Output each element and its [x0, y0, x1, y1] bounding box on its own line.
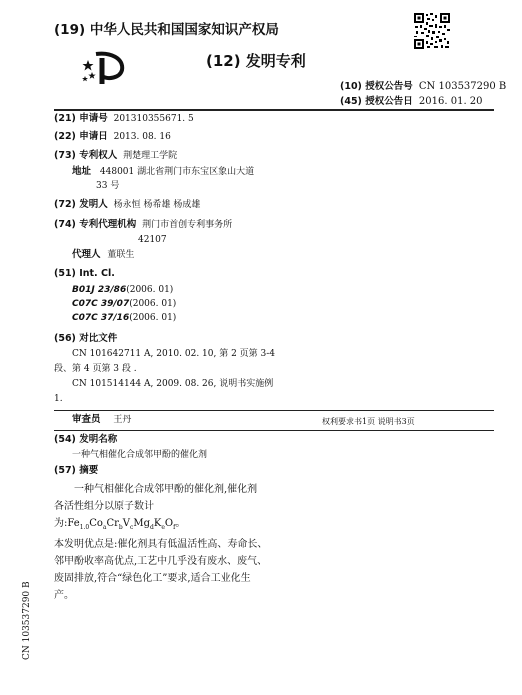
examiner-divider-bottom [54, 430, 494, 431]
abstract-line: 本发明优点是:催化剂具有低温活性高、寿命长、 [54, 539, 268, 550]
examiner-row [72, 414, 131, 426]
examiner: 王丹 [113, 415, 132, 425]
int-cl-item [72, 284, 173, 296]
citation-line: CN 101514144 A, 2009. 08. 26, 说明书实施例 [72, 379, 274, 389]
agent: 董联生 [107, 250, 135, 260]
pages-info: 权利要求书1页 说明书3页 [322, 417, 415, 426]
abstract-body [54, 481, 274, 604]
abstract-line: 产。 [54, 590, 74, 601]
int-cl-date: (2006. 01) [126, 285, 174, 295]
agent-row [72, 249, 134, 261]
document-type: (12) 发明专利 [206, 52, 306, 70]
int-cl-item [72, 312, 176, 324]
inventors-label: (72) 发明人 [54, 199, 108, 210]
patentee-label: (73) 专利权人 [54, 150, 118, 161]
inventors: 杨永恒 杨希雄 杨成雄 [113, 200, 201, 210]
int-cl-code: C07C 39/07 [72, 299, 130, 309]
title-label-row [54, 434, 117, 446]
cnipa-logo-icon [80, 50, 128, 86]
agent-label: 代理人 [72, 249, 101, 260]
abstract-line: 废固排放,符合“绿色化工”要求,适合工业化生 [54, 573, 251, 584]
citation-line: 1. [54, 394, 63, 404]
agency: 荆门市首创专利事务所 [142, 220, 233, 230]
int-cl-label-text: (51) Int. Cl. [54, 268, 115, 279]
abstract-line: 邻甲酚收率高优点,工艺中几乎没有废水、废气、 [54, 556, 268, 567]
address-line1: 448001 湖北省荆门市东宝区象山大道 [99, 167, 255, 177]
int-cl-date: (2006. 01) [129, 299, 177, 309]
agency-label: (74) 专利代理机构 [54, 219, 137, 230]
invention-title: 一种气相催化合成邻甲酚的催化剂 [72, 450, 208, 460]
agency-row [54, 219, 232, 231]
patentee: 荆楚理工学院 [123, 151, 178, 161]
atomic-formula: $Fe_{1.0}Co_aCr_bV_cMg_dK_eO_f$。 [67, 518, 186, 531]
examiner-label: 审查员 [72, 414, 101, 425]
int-cl-code: B01J 23/86 [72, 285, 127, 295]
header-divider [54, 109, 494, 111]
application-date: 2013. 08. 16 [113, 132, 171, 142]
patentee-row [54, 150, 177, 162]
side-patent-number: CN 103537290 B [22, 581, 32, 660]
citation-line: CN 101642711 A, 2010. 02. 10, 第 2 页第 3-4 [72, 349, 276, 359]
abstract-line-text: 各活性组分以原子数计为: [54, 501, 154, 529]
grant-pub-date-label: (45) 授权公告日 [340, 96, 413, 107]
application-number: 201310355671. 5 [113, 114, 194, 124]
abstract-line [54, 498, 274, 536]
int-cl-item [72, 298, 176, 310]
application-date-label: (22) 申请日 [54, 131, 108, 142]
grant-pub-date-row [340, 95, 483, 108]
abstract-line: 一种气相催化合成邻甲酚的催化剂,催化剂 [74, 484, 258, 495]
abstract-label-row [54, 465, 98, 477]
citations-label: (56) 对比文件 [54, 333, 118, 344]
grant-pub-no: CN 103537290 B [418, 81, 507, 92]
examiner-divider-top [54, 410, 494, 411]
grant-pub-date: 2016. 01. 20 [418, 96, 483, 107]
application-date-row [54, 131, 171, 143]
address-label: 地址 [72, 166, 92, 177]
grant-pub-no-label: (10) 授权公告号 [340, 81, 413, 92]
qr-code-icon [413, 12, 451, 50]
grant-pub-no-row [340, 80, 506, 93]
int-cl-date: (2006. 01) [129, 313, 177, 323]
int-cl-code: C07C 37/16 [72, 313, 130, 323]
agency-code: 42107 [138, 235, 167, 245]
citation-line: 段、第 4 页第 3 段 . [54, 364, 137, 374]
application-number-label: (21) 申请号 [54, 113, 108, 124]
title-label: (54) 发明名称 [54, 434, 118, 445]
office-name: (19) 中华人民共和国国家知识产权局 [54, 22, 279, 38]
address-line2: 33 号 [96, 181, 120, 191]
abstract-label: (57) 摘要 [54, 465, 99, 476]
inventors-row [54, 199, 200, 211]
address-row [72, 166, 254, 178]
citations-label-row [54, 333, 117, 345]
application-number-row [54, 113, 194, 125]
int-cl-label [54, 268, 115, 280]
